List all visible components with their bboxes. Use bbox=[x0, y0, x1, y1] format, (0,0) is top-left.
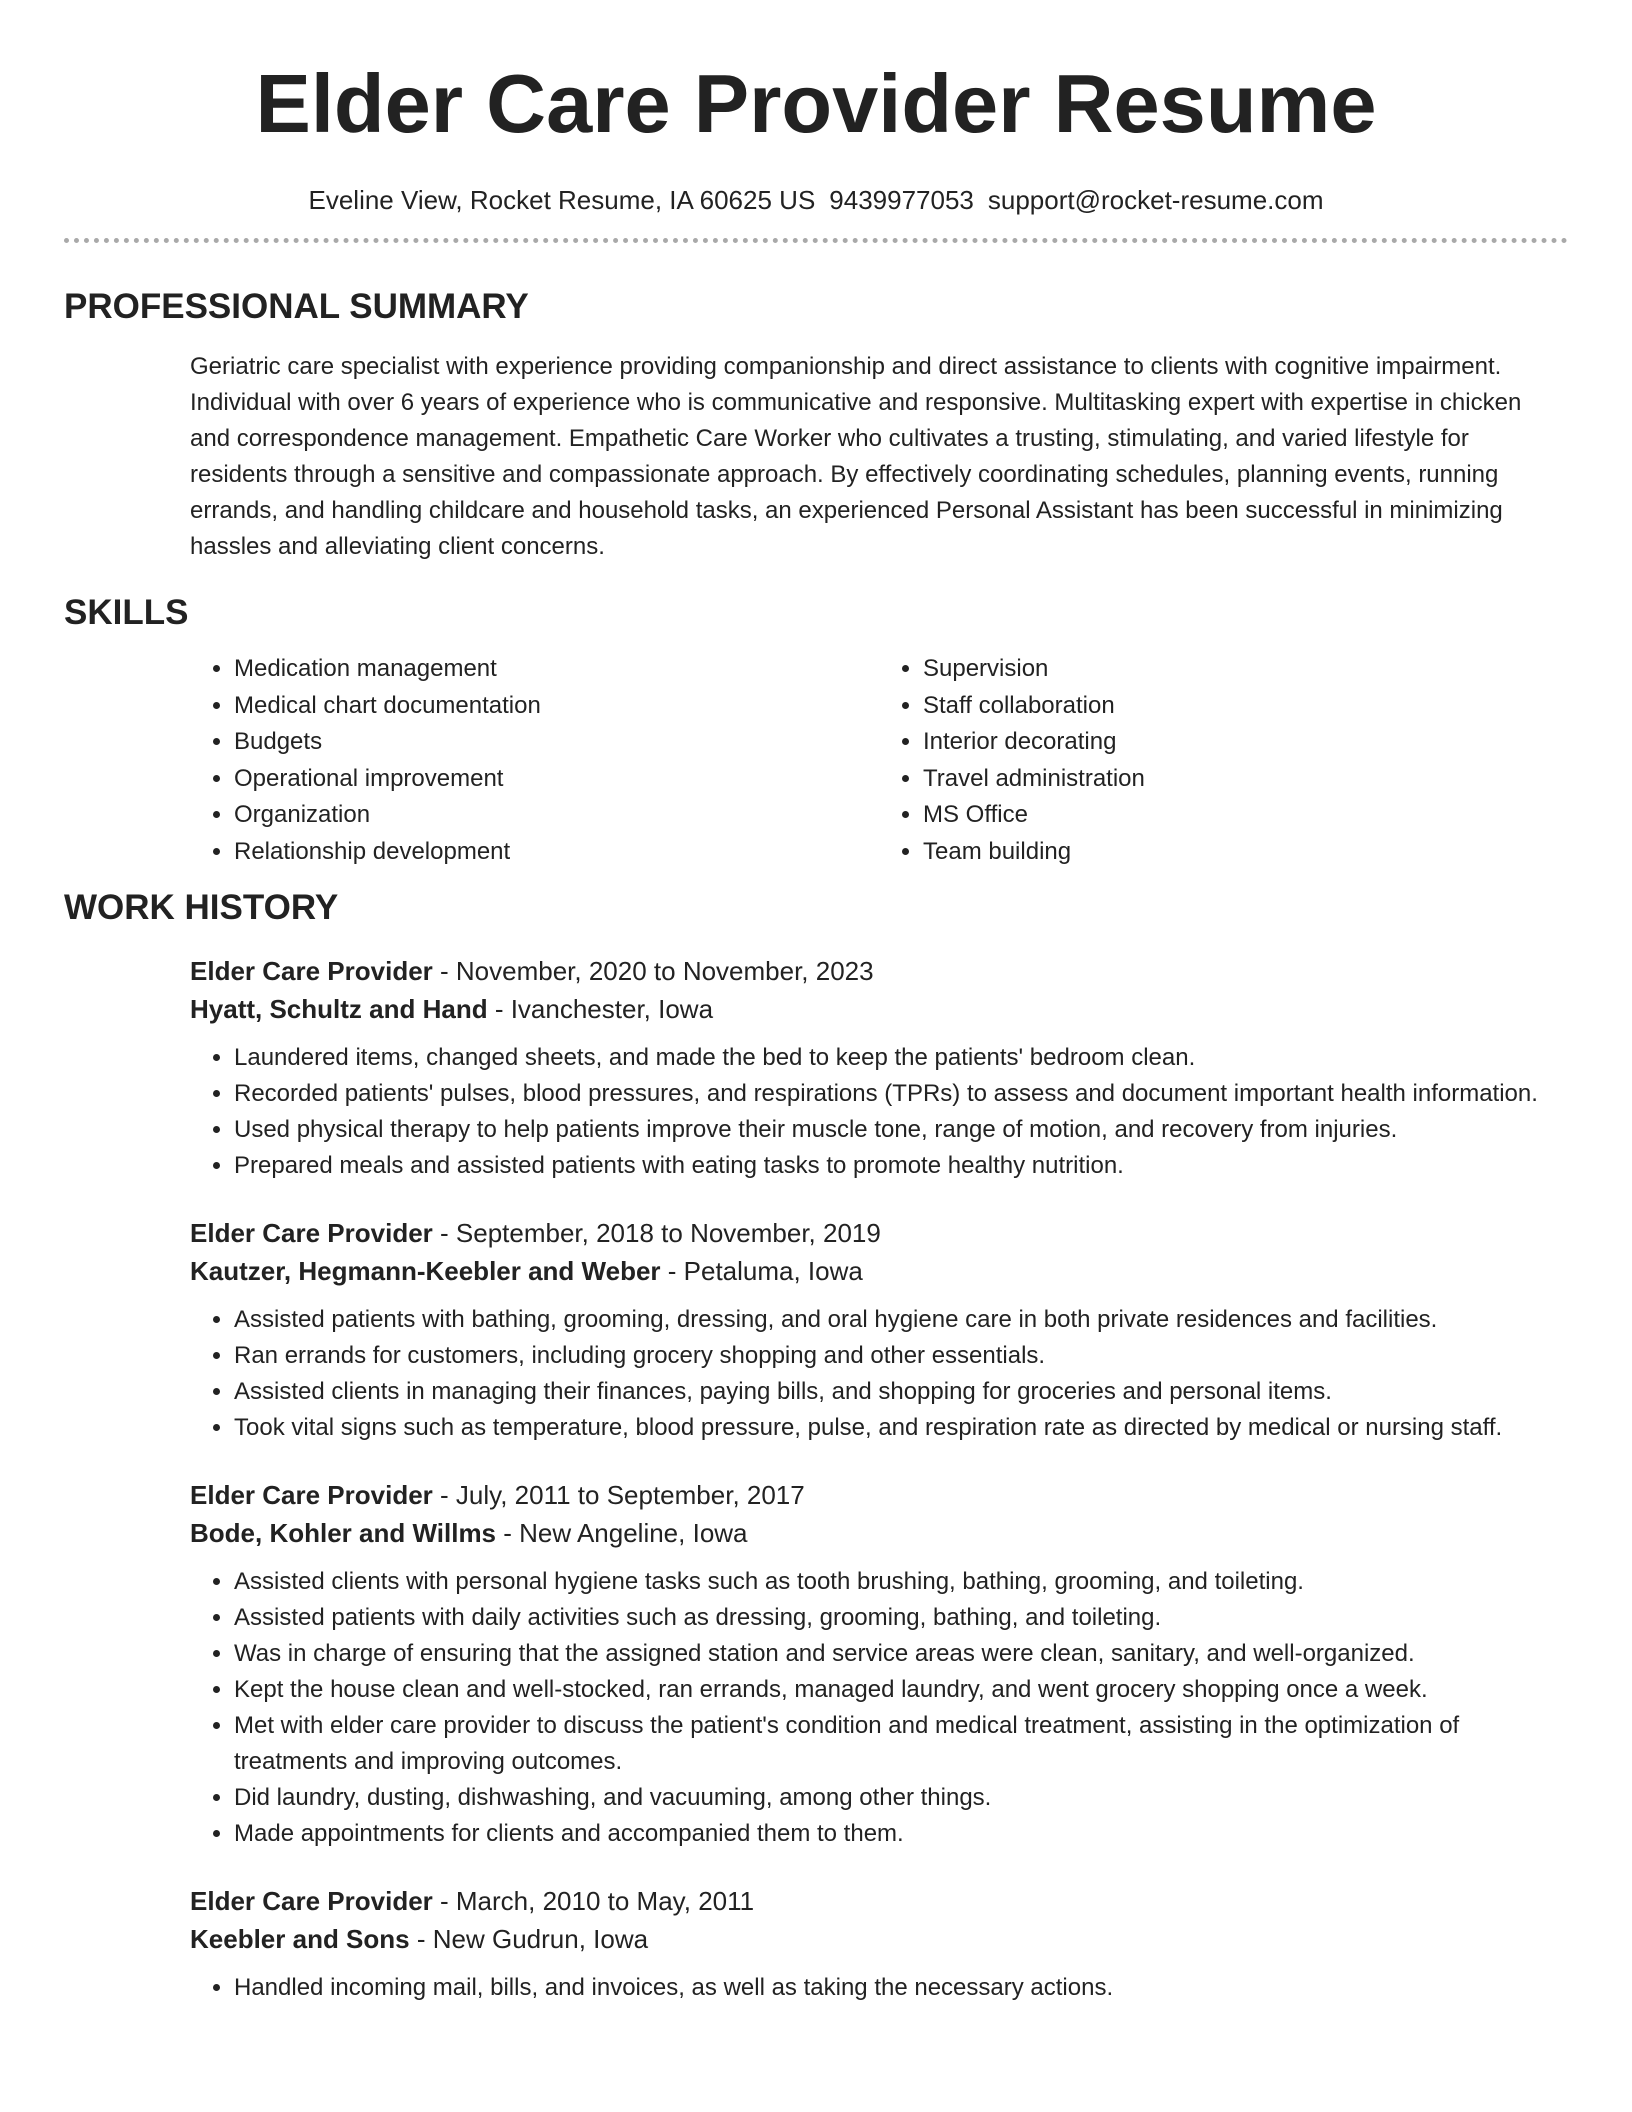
contact-line bbox=[64, 182, 1568, 218]
duty-item: • Did laundry, dusting, dishwashing, and vacuuming, among other things. bbox=[234, 1780, 1568, 1816]
job-company: Keebler and Sons bbox=[190, 1924, 410, 1954]
duty-item: • Laundered items, changed sheets, and made the bed to keep the patients' bedroom clean. bbox=[234, 1040, 1568, 1076]
job-company: Hyatt, Schultz and Hand bbox=[190, 994, 488, 1024]
job-title-line bbox=[190, 1214, 1568, 1252]
job-entry bbox=[190, 952, 1568, 1184]
skill-item: • Medical chart documentation bbox=[234, 688, 879, 725]
job-dates: - September, 2018 to November, 2019 bbox=[440, 1218, 881, 1248]
header-divider bbox=[64, 238, 1568, 243]
skill-item: • Interior decorating bbox=[923, 724, 1568, 761]
duty-item: • Prepared meals and assisted patients with eating tasks to promote healthy nutrition. bbox=[234, 1148, 1568, 1184]
skill-item: • Organization bbox=[234, 797, 879, 834]
job-title-line bbox=[190, 1882, 1568, 1920]
duty-item: • Took vital signs such as temperature, blood pressure, pulse, and respiration rate as directed by medical or nursing staff. bbox=[234, 1410, 1568, 1446]
resume-page bbox=[64, 0, 1568, 2006]
skill-item: • Operational improvement bbox=[234, 761, 879, 798]
duty-item: • Kept the house clean and well-stocked, ran errands, managed laundry, and went grocery shopping once a week. bbox=[234, 1672, 1568, 1708]
job-title: Elder Care Provider bbox=[190, 1886, 433, 1916]
job-title-line bbox=[190, 1476, 1568, 1514]
duty-item: • Was in charge of ensuring that the assigned station and service areas were clean, sanitary, and well-organized. bbox=[234, 1636, 1568, 1672]
job-dates: - November, 2020 to November, 2023 bbox=[440, 956, 874, 986]
job-title: Elder Care Provider bbox=[190, 1480, 433, 1510]
job-duties bbox=[190, 1970, 1568, 2006]
job-company-line bbox=[190, 1514, 1568, 1552]
job-entry bbox=[190, 1214, 1568, 1446]
section-title-skills: SKILLS bbox=[64, 593, 189, 632]
job-company: Bode, Kohler and Willms bbox=[190, 1518, 497, 1548]
duty-item: • Used physical therapy to help patients improve their muscle tone, range of motion, and recovery from injuries. bbox=[234, 1112, 1568, 1148]
duty-item: • Assisted clients in managing their finances, paying bills, and shopping for groceries and personal items. bbox=[234, 1374, 1568, 1410]
job-dates: - July, 2011 to September, 2017 bbox=[440, 1480, 805, 1510]
skill-item: • Medication management bbox=[234, 651, 879, 688]
skill-item: • Supervision bbox=[923, 651, 1568, 688]
resume-title: Elder Care Provider Resume bbox=[255, 57, 1377, 150]
job-entry bbox=[190, 1476, 1568, 1852]
duty-item: • Handled incoming mail, bills, and invoices, as well as taking the necessary actions. bbox=[234, 1970, 1568, 2006]
job-location: - Petaluma, Iowa bbox=[667, 1256, 863, 1286]
contact-email: support@rocket-resume.com bbox=[987, 185, 1324, 215]
job-title: Elder Care Provider bbox=[190, 1218, 433, 1248]
job-entry bbox=[190, 1882, 1568, 2006]
skill-item: • Team building bbox=[923, 834, 1568, 871]
job-location: - New Angeline, Iowa bbox=[503, 1518, 748, 1548]
section-title-summary: PROFESSIONAL SUMMARY bbox=[64, 287, 529, 326]
skill-item: • Budgets bbox=[234, 724, 879, 761]
duty-item: • Assisted patients with bathing, grooming, dressing, and oral hygiene care in both private residences and facilities. bbox=[234, 1302, 1568, 1338]
job-company: Kautzer, Hegmann-Keebler and Weber bbox=[190, 1256, 661, 1286]
duty-item: • Recorded patients' pulses, blood pressures, and respirations (TPRs) to assess and document important health information. bbox=[234, 1076, 1568, 1112]
contact-phone: 9439977053 bbox=[829, 185, 974, 215]
skills-column-right bbox=[879, 651, 1568, 870]
duty-item: • Assisted patients with daily activities such as dressing, grooming, bathing, and toileting. bbox=[234, 1600, 1568, 1636]
job-title-line bbox=[190, 952, 1568, 990]
duty-item: • Ran errands for customers, including grocery shopping and other essentials. bbox=[234, 1338, 1568, 1374]
job-company-line bbox=[190, 1920, 1568, 1958]
job-location: - New Gudrun, Iowa bbox=[416, 1924, 649, 1954]
job-duties bbox=[190, 1302, 1568, 1446]
job-company-line bbox=[190, 990, 1568, 1028]
skills-column-left bbox=[190, 651, 879, 870]
skill-item: • Staff collaboration bbox=[923, 688, 1568, 725]
job-duties bbox=[190, 1564, 1568, 1852]
job-duties bbox=[190, 1040, 1568, 1184]
skills-list bbox=[190, 651, 1568, 870]
section-title-work-history: WORK HISTORY bbox=[64, 888, 339, 927]
duty-item: • Made appointments for clients and accompanied them to them. bbox=[234, 1816, 1568, 1852]
contact-address: Eveline View, Rocket Resume, IA 60625 US bbox=[308, 185, 816, 215]
job-dates: - March, 2010 to May, 2011 bbox=[440, 1886, 755, 1916]
job-location: - Ivanchester, Iowa bbox=[494, 994, 714, 1024]
summary-text: Geriatric care specialist with experience providing companionship and direct assistance to clients with cognitive impairment. Individual with over 6 years of experience who is communicative and responsive. Multitasking expert with expertise in chicken and correspondence management. Empathetic Care Worker who cultivates a trusting, stimulating, and varied lifestyle for residents through a sensitive and compassionate approach. By effectively coordinating schedules, planning events, running errands, and handling childcare and household tasks, an experienced Personal Assistant has been successful in minimizing hassles and alleviating client concerns. bbox=[190, 353, 1522, 560]
skill-item: • MS Office bbox=[923, 797, 1568, 834]
skill-item: • Relationship development bbox=[234, 834, 879, 871]
duty-item: • Met with elder care provider to discuss the patient's condition and medical treatment, assisting in the optimization of treatments and improving outcomes. bbox=[234, 1708, 1568, 1780]
skill-item: • Travel administration bbox=[923, 761, 1568, 798]
duty-item: • Assisted clients with personal hygiene tasks such as tooth brushing, bathing, grooming, and toileting. bbox=[234, 1564, 1568, 1600]
job-title: Elder Care Provider bbox=[190, 956, 433, 986]
job-company-line bbox=[190, 1252, 1568, 1290]
